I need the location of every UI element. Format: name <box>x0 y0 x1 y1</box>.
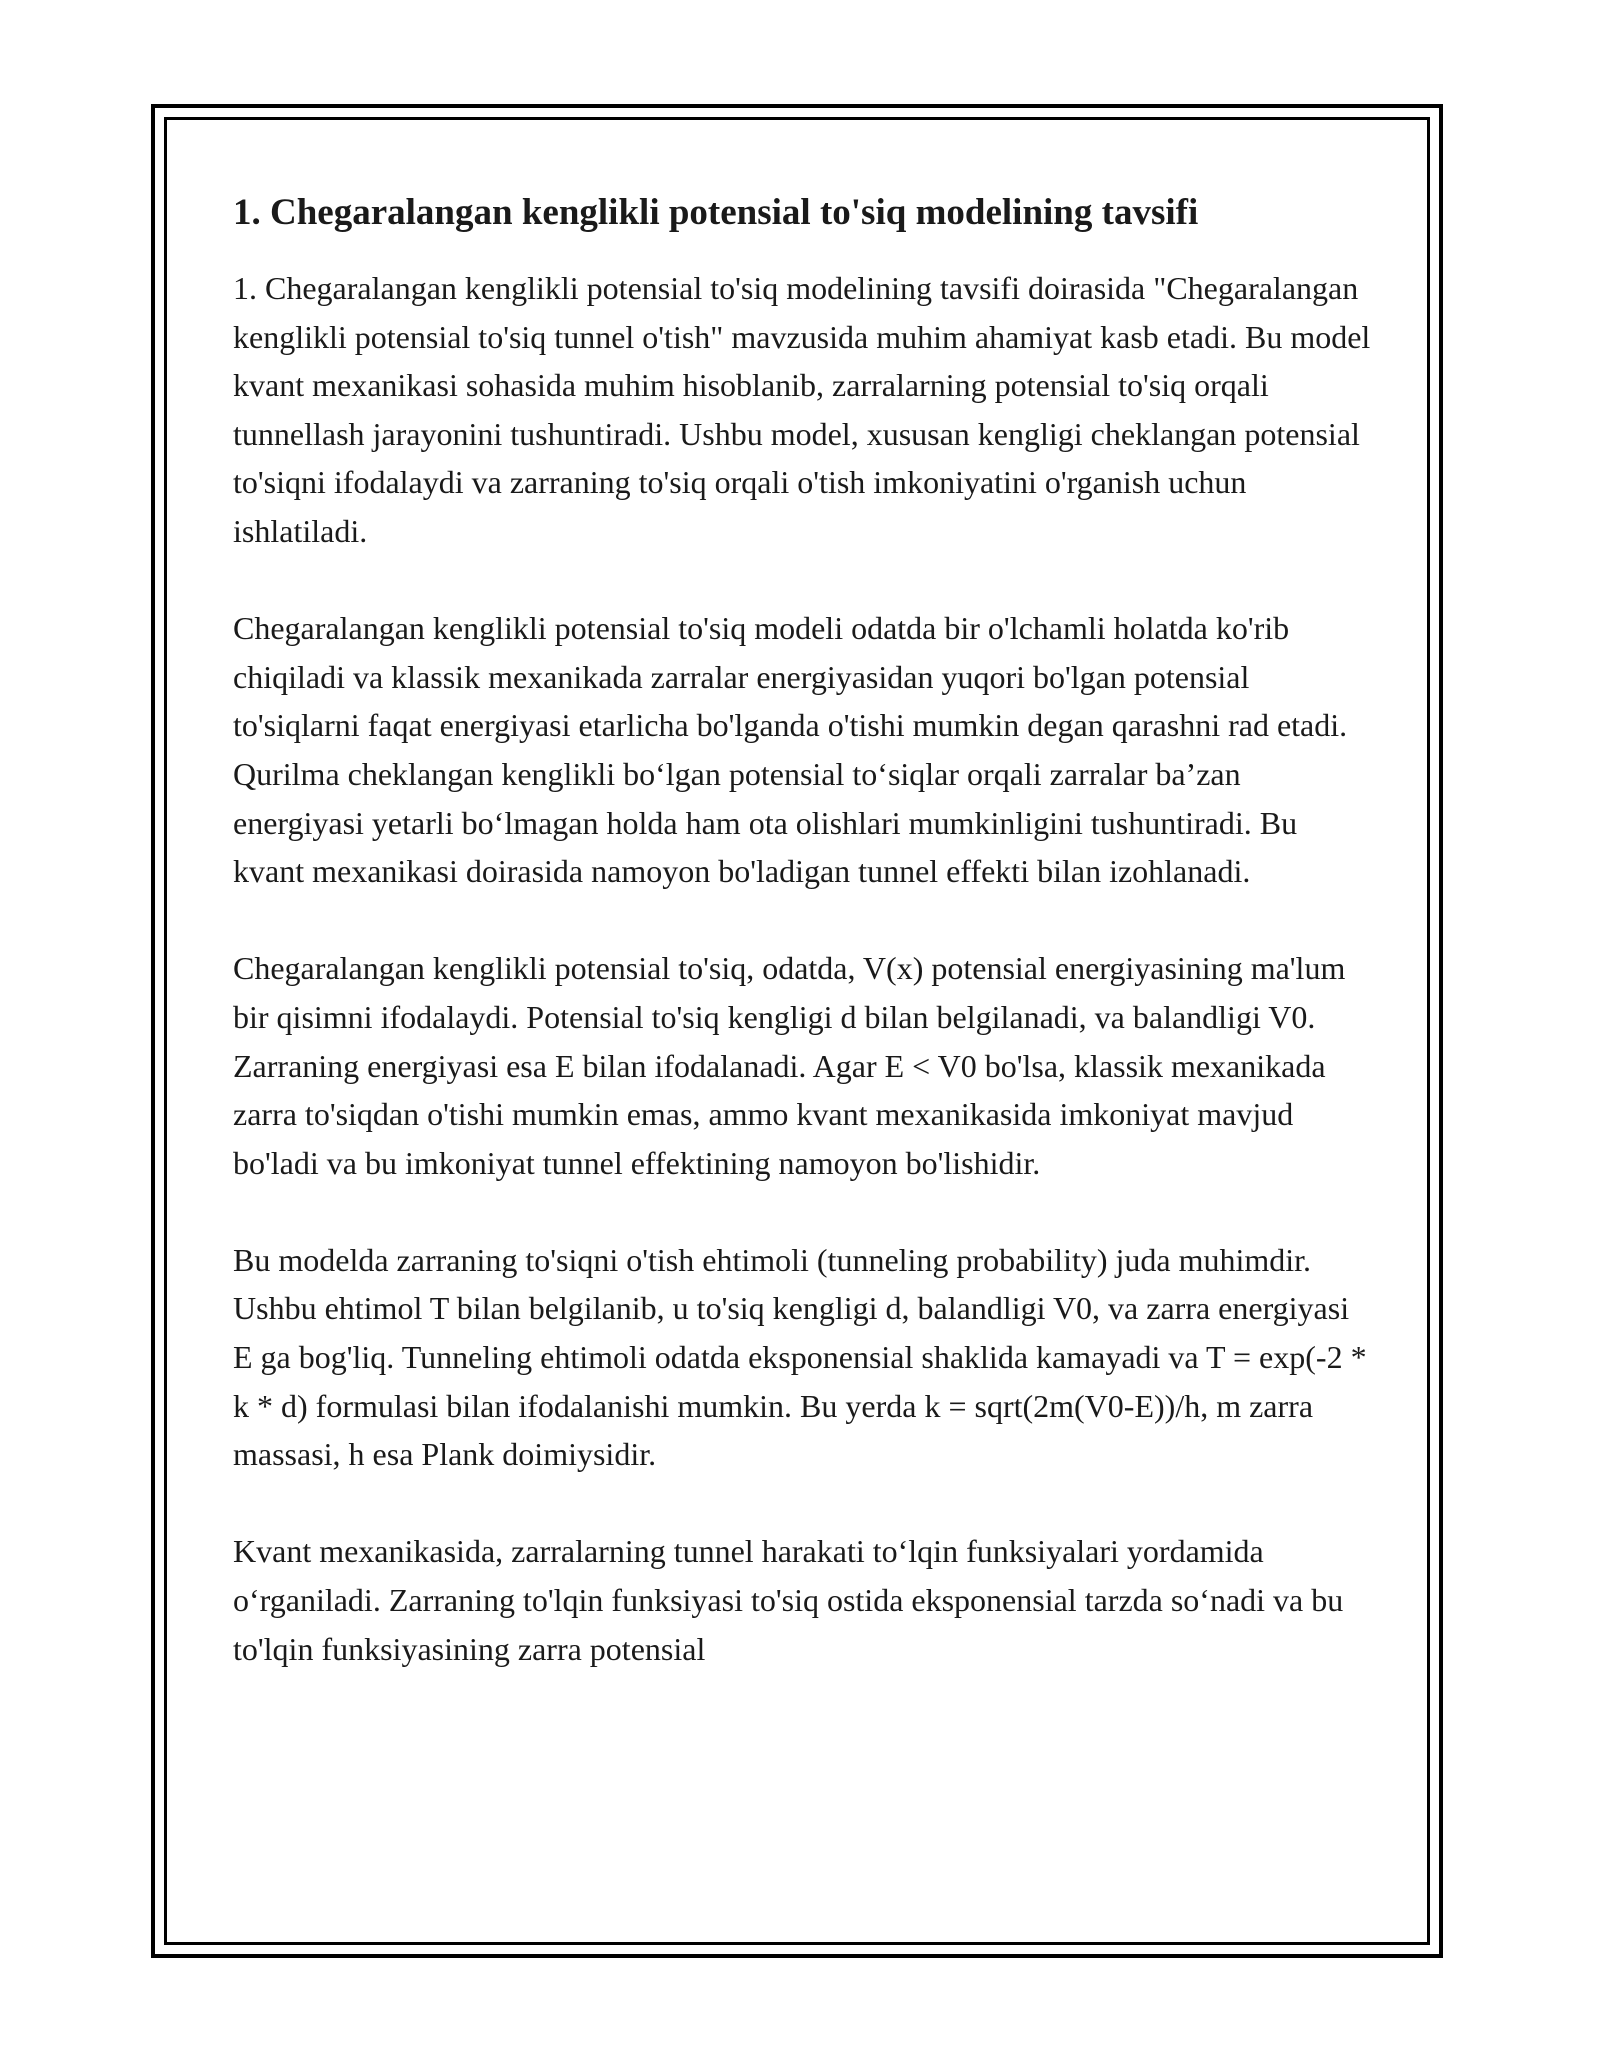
paragraph-1: 1. Chegaralangan kenglikli potensial to'siq modelining tavsifi doirasida "Chegaralangan kenglikli potensial to'siq tunnel o'tish" mavzusida muhim ahamiyat kasb etadi. Bu model kvant mexanikasi sohasida muhim hisoblanib, zarralarning potensial to'siq orqali tunnellash jarayonini tushuntiradi. Ushbu model, xususan kengligi cheklangan potensial to'siqni ifodalaydi va zarraning to'siq orqali o'tish imkoniyatini o'rganish uchun ishlatiladi. <box>233 270 1371 549</box>
paragraph-5: Kvant mexanikasida, zarralarning tunnel harakati toʻlqin funksiyalari yordamida oʻrganiladi. Zarraning to'lqin funksiyasi to'siq ostida eksponensial tarzda soʻnadi va bu to'lqin funksiyasining zarra potensial <box>233 1533 1344 1667</box>
document-body <box>233 190 1373 1722</box>
paragraph-2: Chegaralangan kenglikli potensial to'siq modeli odatda bir o'lchamli holatda ko'rib chiqiladi va klassik mexanikada zarralar energiyasidan yuqori bo'lgan potensial to'siqlarni faqat energiyasi etarlicha bo'lganda o'tishi mumkin degan qarashni rad etadi. Qurilma cheklangan kenglikli boʻlgan potensial toʻsiqlar orqali zarralar baʼzan energiyasi yetarli boʻlmagan holda ham ota olishlari mumkinligini tushuntiradi. Bu kvant mexanikasi doirasida namoyon bo'ladigan tunnel effekti bilan izohlanadi. <box>233 610 1348 890</box>
paragraph-4: Bu modelda zarraning to'siqni o'tish ehtimoli (tunneling probability) juda muhimdir. Ushbu ehtimol T bilan belgilanib, u to'siq kengligi d, balandligi V0, va zarra energiyasi E ga bog'liq. Tunneling ehtimoli odatda eksponensial shaklida kamayadi va T = exp(-2 * k * d) formulasi bilan ifodalanishi mumkin. Bu yerda k = sqrt(2m(V0-E))/h, m zarra massasi, h esa Plank doimiysidir. <box>233 1241 1367 1473</box>
section-heading: 1. Chegaralangan kenglikli potensial to'siq modelining tavsifi <box>233 192 1199 233</box>
paragraph-3: Chegaralangan kenglikli potensial to'siq, odatda, V(x) potensial energiyasining ma'lum bir qisimni ifodalaydi. Potensial to'siq kengligi d bilan belgilanadi, va balandligi V0. Zarraning energiyasi esa E bilan ifodalanadi. Agar E < V0 bo'lsa, klassik mexanikada zarra to'siqdan o'tishi mumkin emas, ammo kvant mexanikasida imkoniyat mavjud bo'ladi va bu imkoniyat tunnel effektining namoyon bo'lishidir. <box>233 950 1346 1181</box>
